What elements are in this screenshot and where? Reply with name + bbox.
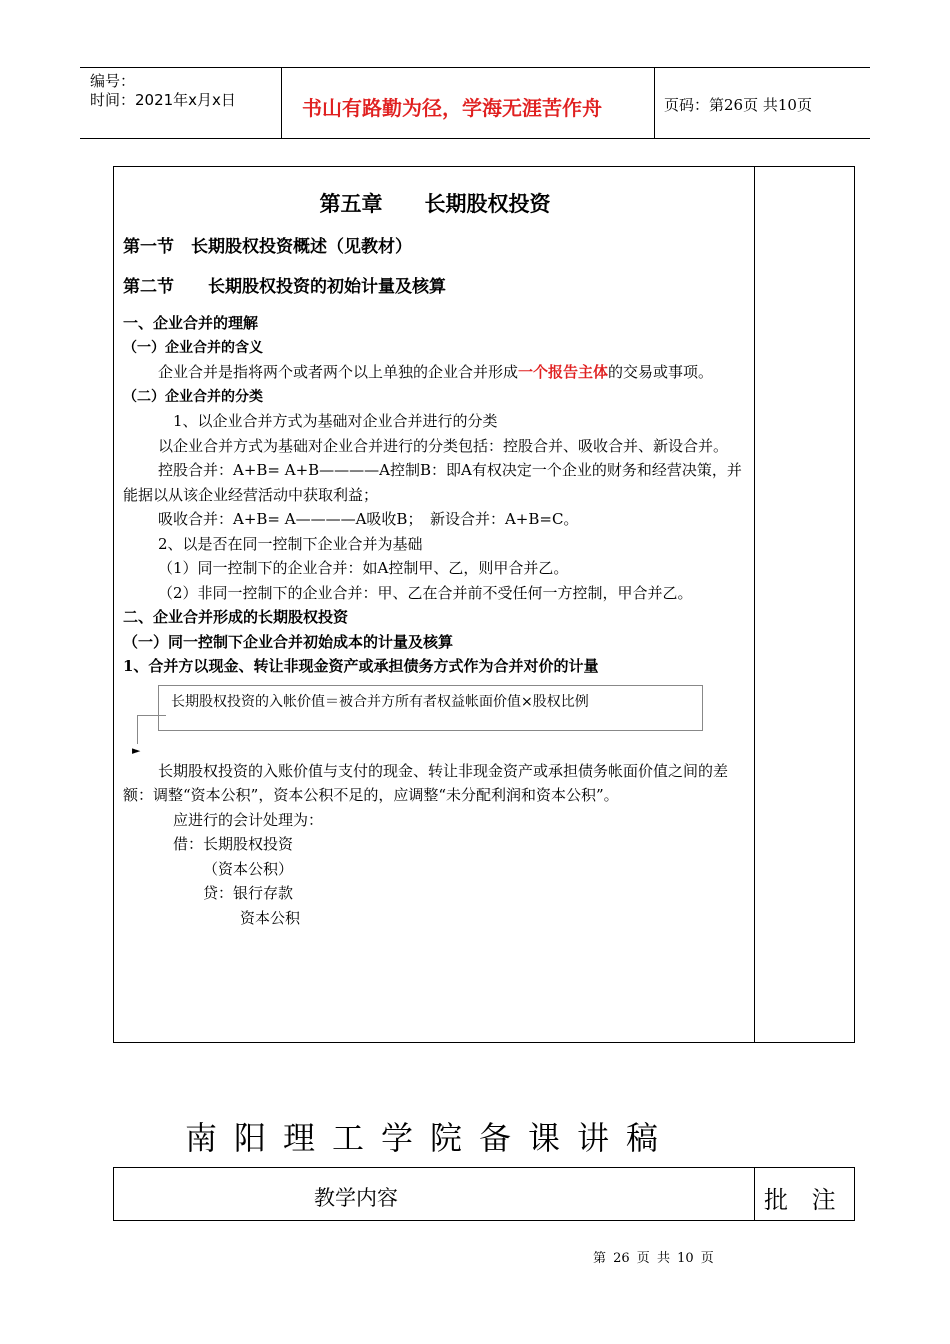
paragraph: 2、以是否在同一控制下企业合并为基础 [158,534,423,553]
paragraph: 应进行的会计处理为： [173,810,324,829]
definition-text: 的交易或事项。 [608,363,714,381]
paragraph: 控股合并：A+B= A+B————A控制B：即A有权决定一个企业的财务和经营决策，并能据以从该企业经营活动中获取利益； [123,461,742,504]
journal-line: 贷：银行存款 [203,884,294,902]
heading-level2: （一）企业合并的含义 [123,339,263,356]
heading-level2: （二）企业合并的分类 [123,388,263,405]
definition-text: 企业合并是指将两个或者两个以上单独的企业合并形成 [158,363,519,381]
connector-line [137,715,166,744]
heading-level2: （一）同一控制下企业合并初始成本的计量及核算 [123,632,454,651]
annotation-column-divider [754,1168,755,1220]
heading-level3: 1、合并方以现金、转让非现金资产或承担债务方式作为合并对价的计量 [123,657,599,675]
header-divider [281,68,282,138]
lecture-table [113,166,855,1043]
journal-line: 资本公积 [240,908,301,927]
heading-level1: 一、企业合并的理解 [123,314,259,332]
header-motto: 书山有路勤为径，学海无涯苦作舟 [302,96,602,120]
formula-box: 长期股权投资的入帐价值＝被合并方所有者权益帐面价值×股权比例 [158,685,703,731]
page-footer: 第 26 页 共 10 页 [593,1251,714,1266]
column-content-label: 教学内容 [314,1186,398,1210]
header-meta [90,72,236,110]
header-divider [654,68,655,138]
paragraph: 吸收合并：A+B= A————A吸收B； 新设合并：A+B=C。 [158,510,579,528]
paragraph: 长期股权投资的入账价值与支付的现金、转让非现金资产或承担债务帐面价值之间的差额：调整“资本公积”，资本公积不足的，应调整“未分配利润和资本公积”。 [123,761,729,804]
paragraph: （1）同一控制下的企业合并：如A控制甲、乙，则甲合并乙。 [158,559,569,577]
heading-level1: 二、企业合并形成的长期股权投资 [123,608,349,626]
school-title: 南阳理工学院备课讲稿 [185,1119,676,1157]
header-page-info: 页码：第26页 共10页 [664,96,812,114]
highlight-text: 一个报告主体 [518,363,609,381]
column-note-label: 批 注 [764,1186,844,1214]
paragraph: 1、以企业合并方式为基础对企业合并进行的分类 [173,412,498,430]
section-heading: 第一节 长期股权投资概述（见教材） [123,237,412,257]
paragraph-definition [123,360,747,385]
paragraph: 以企业合并方式为基础对企业合并进行的分类包括：控股合并、吸收合并、新设合并。 [158,436,729,455]
journal-line: （资本公积） [203,859,294,878]
lecture-content [123,189,747,930]
formula-block [123,685,747,757]
journal-line: 借：长期股权投资 [173,835,294,853]
page-header [80,67,870,139]
code-label: 编号： [90,72,136,90]
next-table-header [113,1167,855,1221]
annotation-column-divider [754,167,755,1042]
section-heading: 第二节 长期股权投资的初始计量及核算 [123,277,446,297]
date-label: 时间：2021年x月x日 [90,91,236,109]
arrow-icon: ► [132,743,141,757]
paragraph: （2）非同一控制下的企业合并：甲、乙在合并前不受任何一方控制，甲合并乙。 [158,583,693,602]
chapter-title: 第五章 长期股权投资 [319,192,551,216]
